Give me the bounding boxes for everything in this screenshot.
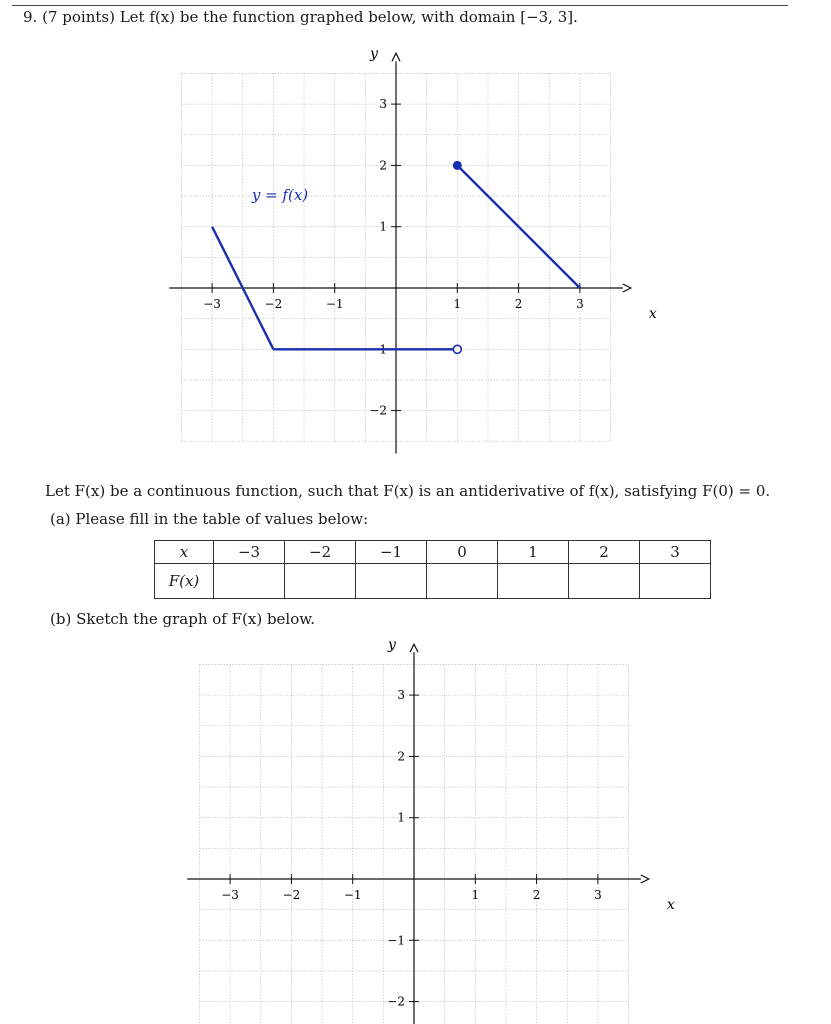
table-cell-x: 1 xyxy=(498,541,569,564)
x-tick-label: −2 xyxy=(282,888,301,902)
x-tick-label: −3 xyxy=(221,888,239,902)
table-cell-x: 3 xyxy=(640,541,711,564)
x-tick-label: 3 xyxy=(594,888,602,902)
y-tick-label: 1 xyxy=(397,810,405,825)
y-tick-label: 3 xyxy=(379,97,387,112)
x-tick-label: −1 xyxy=(325,297,344,311)
x-tick-label: 2 xyxy=(532,888,541,902)
y-tick-label: 1 xyxy=(379,219,387,234)
y-axis-arrow xyxy=(410,644,418,652)
y-tick-label: −1 xyxy=(387,933,405,948)
y-tick-label: 2 xyxy=(379,158,387,173)
part-a-instruction: (a) Please fill in the table of values below: xyxy=(50,510,369,528)
y-tick-label: −2 xyxy=(369,403,387,418)
x-tick-label: 2 xyxy=(514,297,523,311)
problem-number: 9. xyxy=(23,8,38,26)
y-axis-label: y xyxy=(388,637,396,654)
y-tick-label: −1 xyxy=(369,342,387,357)
table-header-fx: F(x) xyxy=(155,564,214,599)
table-cell-x: −3 xyxy=(214,541,285,564)
x-tick-label: 3 xyxy=(576,297,584,311)
x-axis-arrow xyxy=(641,875,649,883)
x-axis-label: x xyxy=(666,897,675,913)
x-tick-label: 1 xyxy=(453,297,462,311)
y-tick-label: −2 xyxy=(387,994,405,1009)
table-cell-x: 2 xyxy=(569,541,640,564)
table-cell-x: −2 xyxy=(285,541,356,564)
y-tick-label: 2 xyxy=(397,749,405,764)
x-tick-label: −3 xyxy=(203,297,221,311)
table-cell-x: 0 xyxy=(427,541,498,564)
part-b-instruction: (b) Sketch the graph of F(x) below. xyxy=(50,610,316,628)
table-cell-x: −1 xyxy=(356,541,427,564)
x-tick-label: −2 xyxy=(264,297,283,311)
axes xyxy=(187,644,649,1024)
function-label: y = f(x) xyxy=(251,186,309,204)
y-tick-label: 3 xyxy=(397,688,405,703)
x-tick-label: 1 xyxy=(471,888,480,902)
problem-points: (7 points) xyxy=(42,8,115,26)
problem-statement: Let f(x) be the function graphed below, with domain [−3, 3]. xyxy=(119,8,578,26)
table-header-x: x xyxy=(155,541,214,564)
x-axis-label: x xyxy=(648,306,657,322)
y-axis-label: y xyxy=(370,46,378,63)
x-tick-label: −1 xyxy=(343,888,362,902)
antiderivative-sentence: Let F(x) be a continuous function, such that F(x) is an antiderivative of f(x), satisfying F(0) = 0. xyxy=(45,482,771,500)
